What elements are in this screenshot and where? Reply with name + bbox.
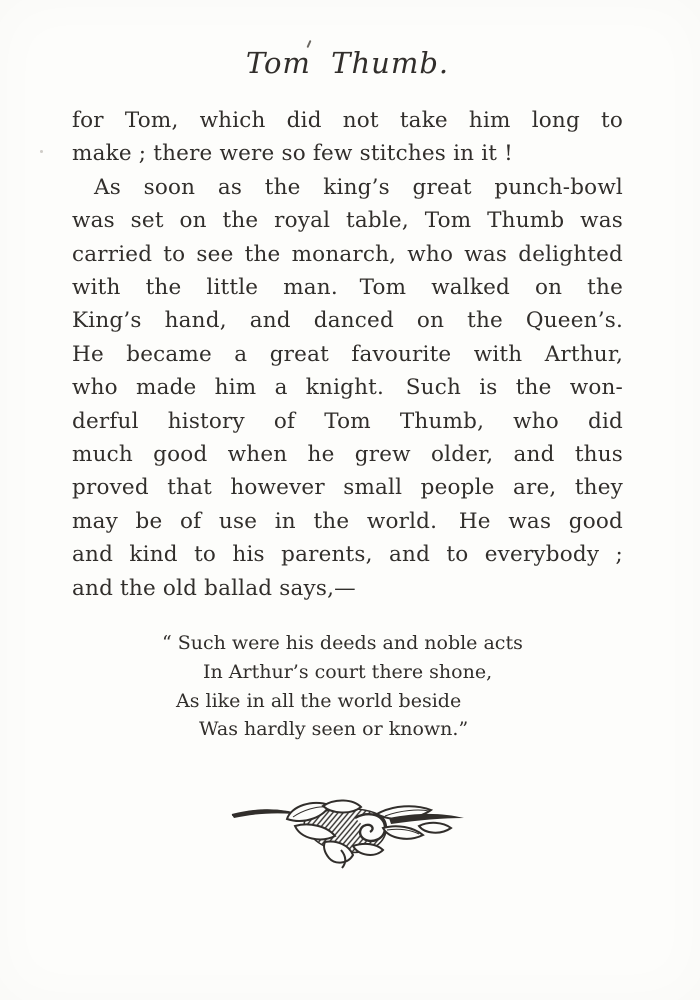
- verse-line: “ Such were his deeds and noble acts: [162, 632, 523, 655]
- verse-line: In Arthur’s court there shone,: [203, 660, 493, 683]
- body-line: make ; there were so few stitches in it !: [72, 141, 514, 167]
- body-line: and kind to his parents, and to everybody ;: [72, 542, 623, 568]
- body-line: may be of use in the world. He was good: [72, 508, 623, 534]
- page-title: Tom Thumb.: [245, 46, 450, 80]
- scan-speck-icon: [40, 150, 43, 153]
- body-line: for Tom, which did not take him long to: [72, 108, 623, 133]
- body-line: with the little man. Tom walked on the: [72, 275, 623, 301]
- body-line: King’s hand, and danced on the Queen’s.: [72, 308, 623, 334]
- verse-quote: [162, 629, 623, 744]
- body-line: and the old ballad says,—: [72, 575, 356, 601]
- verse-line: As like in all the world beside: [176, 689, 462, 712]
- body-line: who made him a knight. Such is the won-: [72, 375, 623, 401]
- body-line: He became a great favourite with Arthur,: [72, 341, 623, 367]
- body-line: was set on the royal table, Tom Thumb was: [72, 208, 623, 234]
- body-line: carried to see the monarch, who was delighted: [72, 241, 623, 267]
- body-line: As soon as the king’s great punch-bowl: [94, 174, 623, 200]
- body-line: much good when he grew older, and thus: [72, 442, 623, 468]
- body-line: proved that however small people are, they: [72, 475, 623, 501]
- foliate-tailpiece-ornament: [229, 798, 467, 870]
- body-text: [72, 104, 623, 605]
- body-line: derful history of Tom Thumb, who did: [72, 408, 623, 434]
- verse-line: Was hardly seen or known.”: [199, 718, 469, 741]
